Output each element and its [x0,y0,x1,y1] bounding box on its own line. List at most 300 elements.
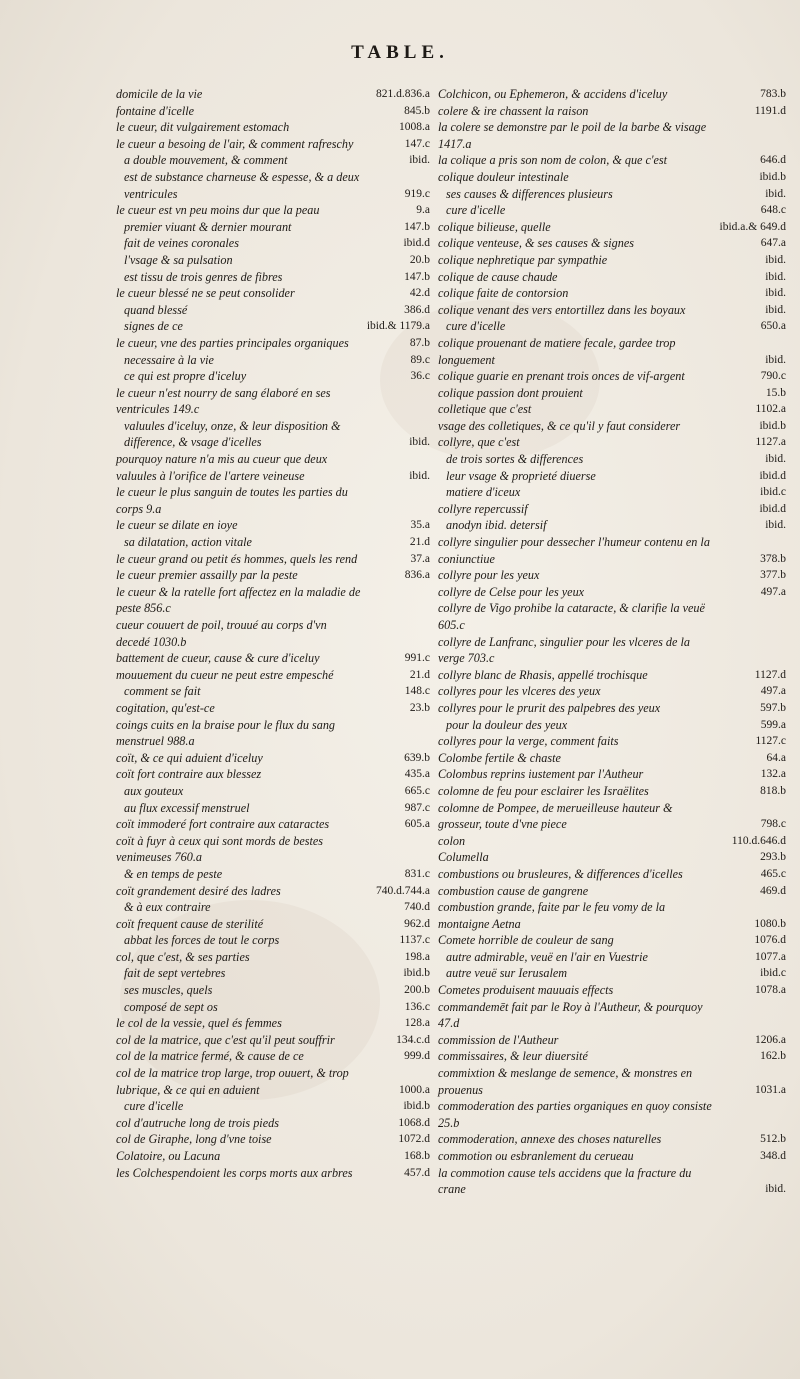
entry-text: comment se fait [124,684,201,699]
entry-page-reference: 1068.d [398,1116,430,1129]
entry-page-reference: 1072.d [398,1133,430,1146]
entry-page-reference: 1076.d [754,934,786,947]
entry-page-reference: 783.b [760,88,786,100]
entry-text: anodyn ibid. detersif [446,518,547,533]
entry-text: necessaire à la vie [124,352,214,367]
index-entry [116,965,434,982]
entry-page-reference: 148.c [404,685,430,698]
index-entry [438,733,790,750]
index-entry [438,269,790,286]
index-entry [116,800,434,817]
index-entry [438,634,790,667]
index-entry [438,1098,790,1131]
entry-page-reference: ibid.d [759,469,786,482]
entry-page-reference: ibid. [765,187,786,200]
entry-text: autre veuë sur Ierusalem [446,966,568,981]
entry-page-reference: 378.b [760,552,786,565]
index-entry [438,418,790,435]
entry-page-reference: ibid. [409,436,430,449]
entry-page-reference: ibid.a.& 649.d [719,220,786,233]
index-entry [116,617,434,650]
entry-page-reference: 134.c.d [396,1033,430,1046]
index-entry [438,219,790,236]
index-entry [116,1065,434,1098]
entry-page-reference: 836.a [404,569,430,582]
entry-page-reference: 1078.a [755,984,786,997]
entry-text: leur vsage & proprieté diuerse [446,468,596,483]
entry-page-reference: ibid.c [760,486,786,499]
index-entry [438,1065,790,1098]
index-entry [116,285,434,302]
entry-text: colique venant des vers entortillez dans les boyaux [438,302,686,317]
entry-text: le cueur, vne des parties principales organiques [116,335,349,350]
entry-text: collyre pour les yeux [438,568,540,583]
entry-text: colique de cause chaude [438,269,558,284]
entry-page-reference: ibid.b [403,967,430,980]
entry-page-reference: 599.a [760,718,786,731]
entry-text: colique guarie en prenant trois onces de vif-argent [438,369,685,384]
entry-text: Cometes produisent mauuais effects [438,983,614,998]
index-entry [438,717,790,734]
entry-page-reference: 23.b [409,701,430,714]
index-entry [438,517,790,534]
entry-page-reference: 435.a [404,768,430,781]
index-entry [116,103,434,120]
entry-text: est tissu de trois genres de fibres [124,269,283,284]
index-entry [438,302,790,319]
index-entry [438,600,790,633]
index-entry [116,949,434,966]
index-entry [116,1131,434,1148]
index-entry [438,849,790,866]
entry-text: & en temps de peste [124,866,223,881]
entry-page-reference: 798.c [760,818,786,831]
entry-page-reference: 646.d [760,154,786,167]
index-entry [116,1165,434,1182]
entry-text: commixtion & meslange de semence, & monstres en prouenus [438,1066,693,1097]
entry-page-reference: 87.b [409,336,430,349]
entry-text: cogitation, qu'est-ce [116,700,215,715]
entry-text: Colombus reprins iustement par l'Autheur [438,767,644,782]
entry-page-reference: 1127.a [755,436,786,449]
entry-text: valuules d'iceluy, onze, & leur disposition & difference, & vsage d'icelles [124,418,341,450]
entry-text: sa dilatation, action vitale [124,535,252,550]
index-entry [116,866,434,883]
entry-page-reference: ibid. [765,253,786,266]
entry-text: cueur couuert de poil, trouué au corps d'vn decedé 1030.b [116,618,327,649]
left-index-column [116,86,434,1181]
entry-page-reference: ibid. [765,453,786,466]
entry-page-reference: 512.b [760,1133,786,1146]
entry-text: collyres pour les vlceres des yeux [438,684,601,699]
index-entry [438,252,790,269]
entry-text: collyres pour la verge, comment faits [438,734,619,749]
entry-page-reference: ibid.d [403,237,430,250]
entry-text: colique douleur intestinale [438,169,569,184]
index-entry [438,982,790,999]
index-entry [438,385,790,402]
index-entry [438,484,790,501]
entry-page-reference: ibid.b [759,170,786,183]
entry-text: fontaine d'icelle [116,103,195,118]
index-entry [438,965,790,982]
index-entry [438,584,790,601]
index-entry [438,534,790,567]
entry-text: le cueur est vn peu moins dur que la peau [116,203,320,218]
entry-text: colomne de feu pour esclairer les Israëlites [438,783,649,798]
right-index-column [438,86,790,1198]
entry-text: colique faite de contorsion [438,286,569,301]
index-entry [116,833,434,866]
entry-text: commission de l'Autheur [438,1032,559,1047]
entry-text: mouuement du cueur ne peut estre empesché [116,667,334,682]
index-entry [116,650,434,667]
index-entry [438,235,790,252]
entry-text: colique passion dont prouient [438,385,583,400]
entry-text: fait de sept vertebres [124,966,226,981]
index-entry [116,1148,434,1165]
entry-text: collyre de Vigo prohibe la cataracte, & clarifie la veuë 605.c [438,601,705,632]
index-entry [438,700,790,717]
entry-text: col de la matrice trop large, trop ouuert, & trop lubrique, & ce qui en aduient [116,1066,349,1097]
index-entry [438,833,790,850]
entry-text: fait de veines coronales [124,236,239,251]
entry-text: col de Giraphe, long d'vne toise [116,1132,272,1147]
index-entry [116,1015,434,1032]
entry-text: commandemēt fait par le Roy à l'Autheur, & pourquoy 47.d [438,999,703,1031]
entry-text: l'vsage & sa pulsation [124,252,233,267]
entry-text: col d'autruche long de trois pieds [116,1115,279,1130]
index-entry [438,501,790,518]
index-entry [438,468,790,485]
index-entry [438,285,790,302]
entry-page-reference: 1077.a [755,950,786,963]
entry-text: coings cuits en la braise pour le flux du sang menstruel 988.a [116,717,336,749]
entry-text: commoderation, annexe des choses naturelles [438,1132,662,1147]
entry-text: colletique que c'est [438,402,532,417]
entry-page-reference: ibid. [765,303,786,316]
index-entry [438,103,790,120]
entry-text: Comete horrible de couleur de sang [438,933,614,948]
entry-text: a double mouvement, & comment [124,153,288,168]
index-entry [116,136,434,153]
entry-text: signes de ce [124,319,183,334]
entry-text: le cueur, dit vulgairement estomach [116,120,290,135]
entry-text: au flux excessif menstruel [124,800,250,815]
index-entry [438,899,790,932]
index-entry [438,883,790,900]
entry-text: Columella [438,850,489,865]
entry-page-reference: ibid. [409,469,430,482]
index-entry [438,318,790,335]
entry-page-reference: 37.a [410,552,430,565]
entry-text: cure d'icelle [124,1099,184,1114]
entry-page-reference: 64.a [766,751,786,764]
index-entry [438,186,790,203]
index-entry [116,683,434,700]
entry-page-reference: 605.a [404,818,430,831]
entry-page-reference: 21.d [409,668,430,681]
entry-text: le cueur le plus sanguin de toutes les parties du corps 9.a [116,485,348,516]
index-entry [116,700,434,717]
index-entry [438,1131,790,1148]
entry-page-reference: 35.a [410,519,430,532]
entry-text: collyre, que c'est [438,435,520,450]
entry-text: Colombe fertile & chaste [438,750,561,765]
entry-page-reference: 1127.d [754,668,786,681]
entry-page-reference: 1102.a [755,403,786,416]
entry-page-reference: 198.a [404,950,430,963]
entry-page-reference: 128.a [404,1017,430,1030]
entry-text: la commotion cause tels accidens que la fracture du crane [438,1165,692,1197]
entry-text: domicile de la vie [116,87,203,101]
index-entry [116,982,434,999]
index-entry [116,750,434,767]
entry-text: colomne de Pompee, de merueilleuse hauteur & grosseur, toute d'vne piece [438,800,673,832]
entry-page-reference: 1008.a [399,121,430,134]
index-entry [116,999,434,1016]
entry-text: le cueur a besoing de l'air, & comment rafreschy [116,136,354,151]
entry-page-reference: 147.b [404,270,430,283]
entry-page-reference: 42.d [409,287,430,300]
entry-page-reference: 831.c [404,867,430,880]
entry-text: coït frequent cause de sterilité [116,916,264,931]
entry-text: colique bilieuse, quelle [438,219,551,234]
entry-text: combustion cause de gangrene [438,883,589,898]
entry-text: ses causes & differences plusieurs [446,186,613,201]
entry-page-reference: 147.b [404,220,430,233]
index-entry [116,152,434,169]
entry-text: cure d'icelle [446,203,506,218]
entry-page-reference: 639.b [404,751,430,764]
index-entry [116,766,434,783]
index-entry [116,318,434,335]
entry-page-reference: 132.a [760,768,786,781]
entry-page-reference: 647.a [760,237,786,250]
index-entry [116,302,434,319]
index-entry [116,567,434,584]
entry-page-reference: 469.d [760,884,786,897]
entry-text: Colchicon, ou Ephemeron, & accidens d'iceluy [438,87,668,101]
entry-page-reference: 597.b [760,701,786,714]
entry-text: abbat les forces de tout le corps [124,933,280,948]
index-entry [116,252,434,269]
entry-text: cure d'icelle [446,319,506,334]
index-entry [116,783,434,800]
entry-page-reference: 740.d [404,901,430,914]
entry-page-reference: 1080.b [754,917,786,930]
entry-page-reference: 9.a [416,204,430,217]
entry-page-reference: 790.c [760,370,786,383]
entry-text: collyre blanc de Rhasis, appellé trochisque [438,667,648,682]
entry-page-reference: ibid. [409,154,430,167]
entry-text: composé de sept os [124,999,218,1014]
entry-page-reference: 89.c [410,353,430,366]
index-entry [438,750,790,767]
index-entry [116,1115,434,1132]
entry-page-reference: 15.b [765,386,786,399]
entry-page-reference: 21.d [409,536,430,549]
entry-text: le cueur n'est nourry de sang élaboré en ses ventricules 149.c [116,385,331,417]
entry-text: coït grandement desiré des ladres [116,883,281,898]
index-entry [438,866,790,883]
entry-text: autre admirable, veuë en l'air en Vuestrie [446,949,648,964]
entry-page-reference: ibid. [765,519,786,532]
entry-text: colique nephretique par sympathie [438,252,608,267]
index-entry [116,899,434,916]
entry-text: coït fort contraire aux blessez [116,767,262,782]
entry-page-reference: 1000.a [399,1083,430,1096]
entry-text: collyre de Lanfranc, singulier pour les vlceres de la verge 703.c [438,634,690,666]
index-entry [438,119,790,152]
entry-text: commoderation des parties organiques en quoy consiste 25.b [438,1099,712,1130]
index-entry [116,352,434,369]
entry-text: vsage des colletiques, & ce qu'il y faut considerer [438,418,681,433]
index-entry [116,385,434,418]
index-entry [116,1098,434,1115]
entry-text: col de la matrice fermé, & cause de ce [116,1049,304,1064]
entry-text: est de substance charneuse & espesse, & a deux ventricules [124,169,360,201]
entry-text: coït immoderé fort contraire aux cataractes [116,817,330,832]
index-entry [116,1032,434,1049]
entry-text: la colere se demonstre par le poil de la barbe & visage 1417.a [438,120,707,151]
entry-page-reference: 1137.c [399,934,430,947]
index-entry [116,816,434,833]
entry-text: pourquoy nature n'a mis au cueur que deux valuules à l'orifice de l'artere veineuse [116,452,328,483]
entry-text: de trois sortes & differences [446,452,584,467]
entry-text: colon [438,833,466,848]
entry-text: quand blessé [124,302,188,317]
entry-text: combustion grande, faite par le feu vomy de la montaigne Aetna [438,900,666,931]
index-entry [438,335,790,368]
entry-text: battement de cueur, cause & cure d'iceluy [116,651,320,666]
index-entry [116,269,434,286]
entry-text: col de la matrice, que c'est qu'il peut souffrir [116,1032,335,1047]
entry-page-reference: ibid. [765,353,786,366]
index-entry [438,932,790,949]
entry-text: ses muscles, quels [124,983,213,998]
entry-page-reference: 348.d [760,1150,786,1162]
index-entry [116,202,434,219]
index-entry [116,235,434,252]
index-entry [116,916,434,933]
entry-page-reference: 497.a [760,685,786,698]
entry-text: le cueur & la ratelle fort affectez en la maladie de peste 856.c [116,584,361,616]
index-entry [438,434,790,451]
entry-text: collyre repercussif [438,501,528,516]
index-entry [116,534,434,551]
entry-page-reference: 1191.d [754,104,786,117]
index-entry [116,517,434,534]
entry-text: & à eux contraire [124,900,211,915]
entry-text: collyre singulier pour dessecher l'humeur contenu en la coniunctiue [438,535,710,566]
entry-page-reference: 1206.a [755,1033,786,1046]
index-entry [438,401,790,418]
index-entry [116,883,434,900]
entry-text: collyre de Celse pour les yeux [438,584,585,599]
index-entry [116,335,434,352]
entry-text: les Colchespendoient les corps morts aux arbres [116,1165,353,1180]
entry-text: Colatoire, ou Lacuna [116,1149,221,1163]
entry-text: matiere d'iceux [446,485,521,500]
entry-text: le cueur grand ou petit és hommes, quels les rend [116,551,358,566]
entry-page-reference: 991.c [404,652,430,665]
index-entry [438,368,790,385]
entry-page-reference: 987.c [404,801,430,814]
entry-text: commissaires, & leur diuersité [438,1049,588,1064]
entry-page-reference: 740.d.744.a [376,884,430,897]
index-entry [438,169,790,186]
entry-text: col, que c'est, & ses parties [116,949,250,964]
entry-text: commotion ou esbranlement du cerueau [438,1149,634,1163]
index-entry [116,368,434,385]
index-entry [438,667,790,684]
entry-page-reference: 650.a [760,320,786,333]
entry-page-reference: 20.b [409,253,430,266]
index-entry [438,766,790,783]
entry-page-reference: 919.c [404,187,430,200]
index-entry [438,1165,790,1198]
index-entry [438,1032,790,1049]
entry-page-reference: 293.b [760,851,786,864]
entry-page-reference: 386.d [404,303,430,316]
entry-text: colere & ire chassent la raison [438,103,589,118]
entry-page-reference: 465.c [760,867,786,880]
entry-page-reference: 377.b [760,569,786,582]
entry-text: combustions ou brusleures, & differences d'icelles [438,866,683,881]
entry-page-reference: ibid.d [759,502,786,515]
entry-text: ce qui est propre d'iceluy [124,369,247,384]
index-entry [438,999,790,1032]
entry-text: coït, & ce qui aduient d'iceluy [116,750,263,765]
entry-page-reference: ibid.b [403,1100,430,1113]
entry-text: aux gouteux [124,783,184,798]
entry-page-reference: 1127.c [755,735,786,748]
index-entry [438,949,790,966]
entry-page-reference: 999.d [404,1050,430,1063]
entry-page-reference: 200.b [404,984,430,997]
entry-text: collyres pour le prurit des palpebres des yeux [438,700,661,715]
index-entry [116,418,434,451]
entry-page-reference: 962.d [404,917,430,930]
entry-page-reference: 136.c [404,1000,430,1013]
index-entry [438,152,790,169]
index-entry [116,717,434,750]
index-entry [438,1148,790,1165]
entry-page-reference: ibid. [765,270,786,283]
entry-text: le cueur se dilate en ioye [116,518,238,533]
entry-page-reference: 845.b [404,104,430,117]
entry-text: le cueur premier assailly par la peste [116,568,298,583]
entry-page-reference: 162.b [760,1050,786,1063]
entry-page-reference: 110.d.646.d [731,834,786,847]
entry-text: pour la douleur des yeux [446,717,568,732]
entry-text: la colique a pris son nom de colon, & que c'est [438,153,668,168]
entry-page-reference: ibid. [765,1183,786,1196]
index-entry [116,484,434,517]
entry-page-reference: 147.c [404,137,430,150]
entry-page-reference: 665.c [404,784,430,797]
index-entry [116,219,434,236]
index-entry [438,683,790,700]
entry-page-reference: 1031.a [755,1083,786,1096]
page-title: TABLE. [351,42,449,63]
index-entry [438,202,790,219]
entry-page-reference: 818.b [760,784,786,797]
entry-page-reference: ibid.b [759,419,786,432]
entry-page-reference: 497.a [760,585,786,598]
index-entry [116,1048,434,1065]
